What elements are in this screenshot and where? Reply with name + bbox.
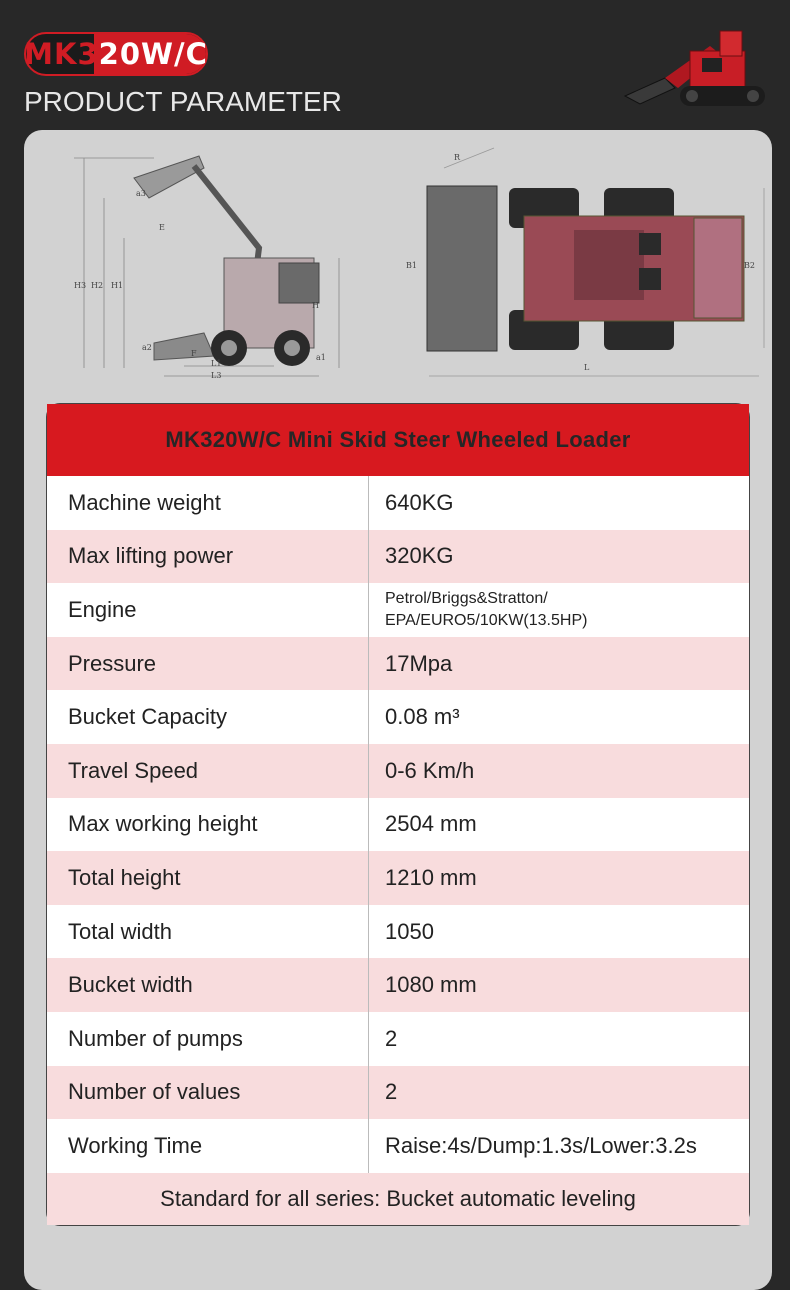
model-name (26, 34, 206, 74)
row-value: 640KG (385, 489, 454, 515)
table-row (47, 798, 749, 852)
row-label: Engine (47, 583, 369, 637)
table-row (47, 851, 749, 905)
dimension-label: L (584, 363, 590, 372)
table-row (47, 690, 749, 744)
dimension-label: B1 (406, 261, 417, 270)
row-value: 1210 mm (385, 864, 477, 890)
dimension-label: H (312, 301, 319, 310)
row-label: Bucket width (47, 958, 369, 1012)
row-label: Travel Speed (47, 744, 369, 798)
table-row (47, 744, 749, 798)
dimension-label: L1 (211, 359, 222, 368)
dimension-label: H3 (74, 281, 87, 290)
row-label: Machine weight (47, 476, 369, 530)
table-row (47, 905, 749, 959)
table-row (47, 637, 749, 691)
row-value: 320KG (385, 543, 454, 569)
row-value: Petrol/Briggs&Stratton/ EPA/EURO5/10KW(13.5HP) (385, 589, 588, 629)
row-label: Total height (47, 851, 369, 905)
table-row (47, 530, 749, 584)
row-value: 2504 mm (385, 811, 477, 837)
table-row (47, 1012, 749, 1066)
row-value: Raise:4s/Dump:1.3s/Lower:3.2s (385, 1132, 697, 1158)
dimension-label: L3 (211, 371, 222, 380)
spec-table (46, 403, 750, 1226)
dimension-label: H1 (111, 281, 124, 290)
row-label: Working Time (47, 1119, 369, 1173)
dimension-label: E (159, 223, 165, 232)
dimension-label: B2 (744, 261, 755, 270)
machine-thumbnail-image (620, 16, 770, 116)
row-label: Number of values (47, 1066, 369, 1120)
row-value: 17Mpa (385, 650, 453, 676)
row-label: Total width (47, 905, 369, 959)
row-label: Max working height (47, 798, 369, 852)
row-value: 1080 mm (385, 972, 477, 998)
parameter-panel (24, 130, 772, 1290)
dimension-label: F (191, 349, 197, 358)
row-value: 0.08 m³ (385, 704, 460, 730)
dimension-drawing (54, 138, 755, 388)
dimension-label: a2 (142, 343, 152, 352)
model-prefix: MK3 (24, 37, 99, 71)
row-value: 0-6 Km/h (385, 757, 475, 783)
dimension-label: R (454, 153, 461, 162)
model-suffix: 20W/C (98, 37, 208, 71)
table-row (47, 583, 749, 637)
spec-table-title: MK320W/C Mini Skid Steer Wheeled Loader (47, 404, 749, 476)
dimension-label: a3 (136, 189, 146, 198)
page-subtitle: PRODUCT PARAMETER (24, 86, 342, 117)
dimension-label: H2 (91, 281, 104, 290)
table-row (47, 476, 749, 530)
row-label: Pressure (47, 637, 369, 691)
row-label: Number of pumps (47, 1012, 369, 1066)
table-row (47, 1119, 749, 1173)
row-label: Bucket Capacity (47, 690, 369, 744)
row-value: 1050 (385, 918, 434, 944)
row-value: 2 (385, 1025, 398, 1051)
model-badge (24, 32, 208, 76)
table-row (47, 958, 749, 1012)
table-row (47, 1066, 749, 1120)
dimension-label: a1 (316, 353, 326, 362)
table-footer-note: Standard for all series: Bucket automatic leveling (47, 1173, 749, 1225)
row-label: Max lifting power (47, 530, 369, 584)
row-value: 2 (385, 1079, 398, 1105)
